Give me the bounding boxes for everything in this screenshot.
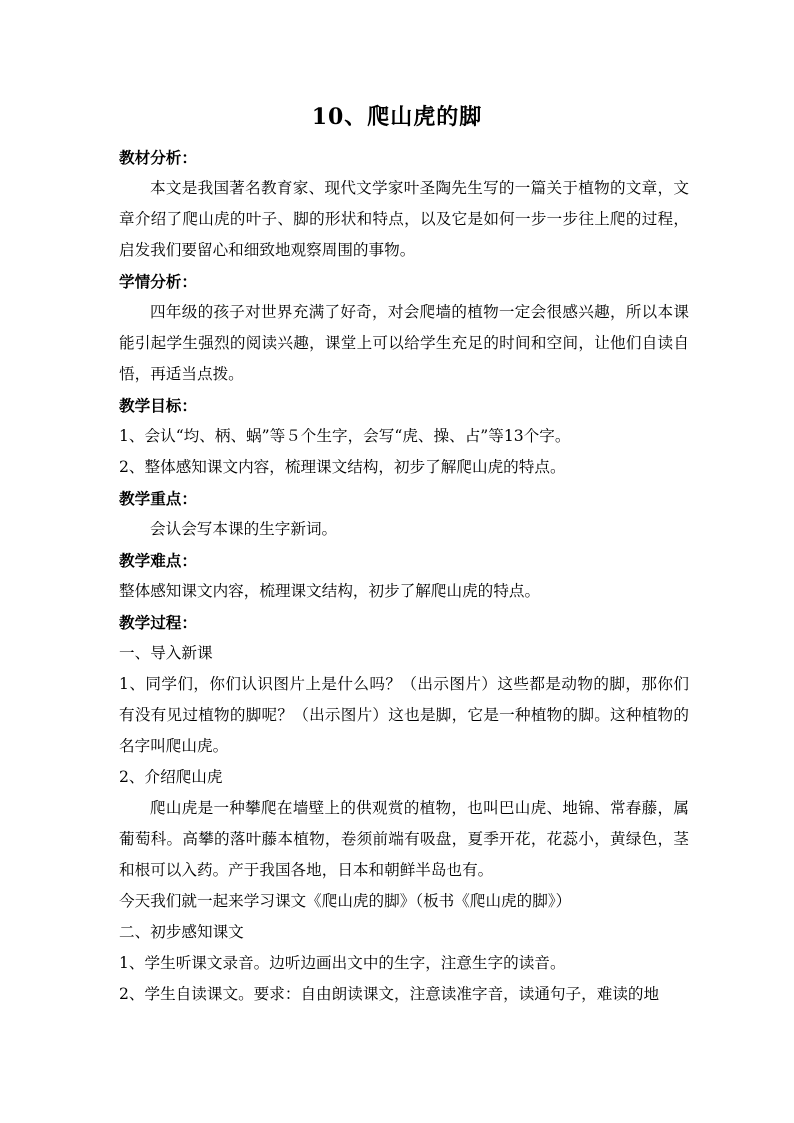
paragraph-material-analysis: 本文是我国著名教育家、现代文学家叶圣陶先生写的一篇关于植物的文章，文章介绍了爬山虎的叶子、脚的形状和特点，以及它是如何一步一步往上爬的过程，启发我们要留心和细致地观察周围的事物。	[119, 179, 689, 259]
process-part1-title: 一、导入新课	[119, 644, 213, 662]
process-paragraph-1: 1、同学们，你们认识图片上是什么吗？（出示图片）这些都是动物的脚，那你们有没有见过植物的脚呢？（出示图片）这也是脚，它是一种植物的脚。这种植物的名字叫爬山虎。	[119, 675, 689, 755]
section-heading-material-analysis: 教材分析：	[119, 148, 197, 167]
process-subtitle-2: 2、介绍爬山虎	[119, 768, 223, 786]
paragraph-difficulties: 整体感知课文内容，梳理课文结构，初步了解爬山虎的特点。	[119, 582, 541, 600]
paragraph-student-analysis: 四年级的孩子对世界充满了好奇，对会爬墙的植物一定会很感兴趣，所以本课能引起学生强烈的阅读兴趣，课堂上可以给学生充足的时间和空间，让他们自读自悟，再适当点拨。	[119, 303, 689, 383]
objective-item-1: 1、会认“均、柄、蜗”等５个生字，会写“虎、操、占”等13个字。	[119, 427, 571, 445]
process-paragraph-5: 2、学生自读课文。要求：自由朗读课文，注意读准字音，读通句子，难读的地	[119, 985, 660, 1003]
paragraph-key-points: 会认会写本课的生字新词。	[150, 520, 338, 538]
document-body	[119, 142, 689, 1010]
process-paragraph-2: 爬山虎是一种攀爬在墙壁上的供观赏的植物，也叫巴山虎、地锦、常春藤，属葡萄科。高攀的落叶藤本植物，卷须前端有吸盘，夏季开花，花蕊小，黄绿色，茎和根可以入药。产于我国各地，日本和朝鲜半岛也有。	[119, 799, 689, 879]
objective-item-2: 2、整体感知课文内容，梳理课文结构，初步了解爬山虎的特点。	[119, 458, 566, 476]
process-paragraph-3: 今天我们就一起来学习课文《爬山虎的脚》（板书《爬山虎的脚》）	[119, 892, 572, 910]
section-heading-process: 教学过程：	[119, 613, 197, 632]
process-part2-title: 二、初步感知课文	[119, 923, 244, 941]
process-paragraph-4: 1、学生听课文录音。边听边画出文中的生字，注意生字的读音。	[119, 954, 566, 972]
section-heading-student-analysis: 学情分析：	[119, 272, 197, 291]
section-heading-difficulties: 教学难点：	[119, 551, 197, 570]
document-title: 10、爬山虎的脚	[311, 104, 483, 130]
section-heading-objectives: 教学目标：	[119, 396, 197, 415]
section-heading-key-points: 教学重点：	[119, 489, 197, 508]
